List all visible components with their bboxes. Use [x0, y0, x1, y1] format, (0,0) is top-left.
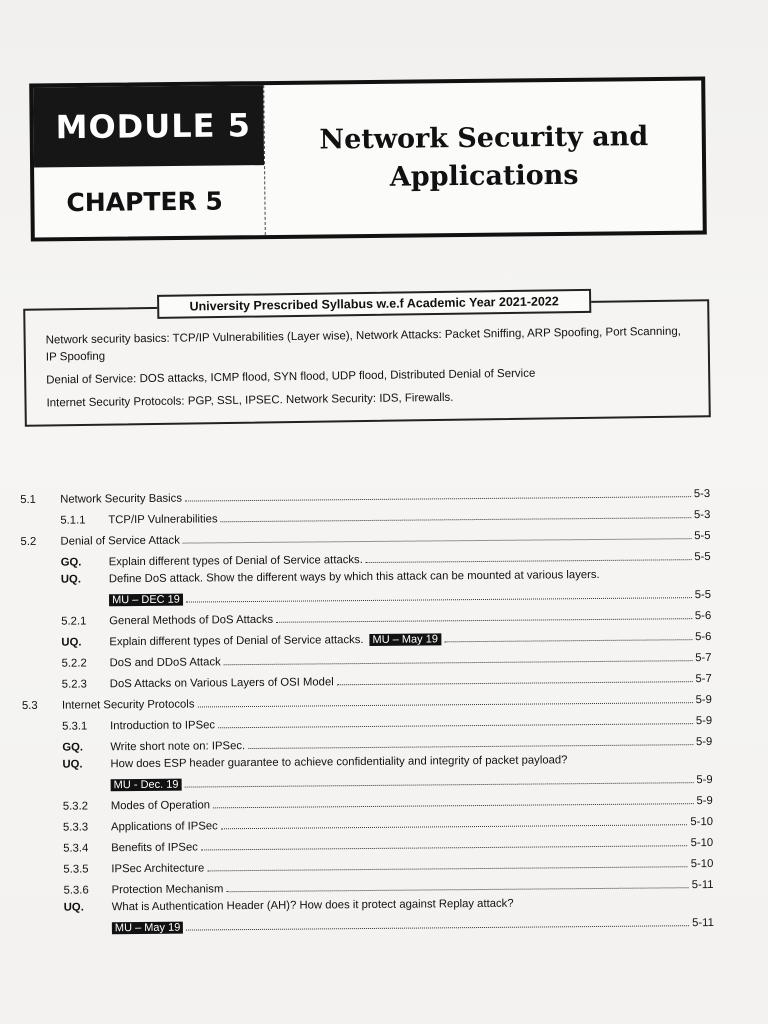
syllabus-paragraph: Denial of Service: DOS attacks, ICMP flood, SYN flood, UDP flood, Distributed Denial of Service [46, 367, 536, 387]
toc-entry-text: General Methods of DoS Attacks [109, 613, 274, 628]
syllabus-paragraph: Internet Security Protocols: PGP, SSL, IPSEC. Network Security: IDS, Firewalls. [46, 391, 454, 410]
dot-leader [207, 865, 687, 871]
toc-page-number: 5-10 [690, 857, 714, 871]
dot-leader [218, 722, 693, 728]
toc-entry-text: Modes of Operation [110, 799, 211, 813]
table-of-contents [20, 481, 714, 937]
toc-number: 5.2.3 [61, 678, 87, 691]
toc-number: 5.3.6 [63, 884, 89, 897]
toc-page-number: 5-7 [695, 672, 712, 686]
toc-entry-text: IPSec Architecture [111, 862, 205, 876]
toc-page-number: 5-11 [692, 916, 714, 930]
syllabus-box [23, 294, 711, 427]
toc-question-label: GQ. [60, 556, 82, 569]
toc-page-number: 5-9 [695, 714, 713, 728]
dot-leader [226, 886, 688, 892]
toc-page-number: 5-9 [695, 735, 713, 749]
dot-leader [444, 638, 692, 642]
toc-page-number: 5-3 [693, 508, 711, 522]
dot-leader [197, 701, 692, 707]
toc-number: 5.1.1 [60, 514, 86, 527]
toc-entry-text: Internet Security Protocols [61, 698, 195, 712]
exam-tag-badge: MU – May 19 [369, 633, 441, 646]
dot-leader [201, 844, 688, 850]
toc-entry-text: Network Security Basics [60, 492, 183, 506]
toc-entry-text: Explain different types of Denial of Service attacks. [109, 634, 364, 649]
toc-entry-text: What is Authentication Header (AH)? How does it protect against Replay attack? [111, 897, 514, 914]
toc-question-label: GQ. [62, 741, 84, 754]
dot-leader [221, 823, 688, 829]
chapter-title [265, 81, 703, 236]
toc-number: 5.3.5 [63, 863, 89, 876]
toc-question-label: UQ. [63, 901, 84, 914]
toc-page-number: 5-5 [694, 588, 712, 602]
dot-leader [186, 924, 689, 930]
toc-question-label: UQ. [62, 758, 83, 771]
toc-page-number: 5-3 [693, 487, 711, 501]
toc-entry-text: DoS and DDoS Attack [109, 656, 221, 670]
toc-page-number: 5-6 [695, 630, 712, 644]
toc-number: 5.1 [20, 493, 36, 507]
toc-page-number: 5-10 [690, 836, 714, 850]
toc-number: 5.2 [20, 535, 37, 549]
toc-entry-text: Write short note on: IPSec. [110, 740, 246, 754]
dot-leader [186, 596, 692, 602]
toc-question-label: UQ. [60, 573, 82, 586]
dot-leader [248, 743, 693, 749]
toc-entry-text: Benefits of IPSec [111, 841, 198, 855]
toc-number: 5.2.2 [61, 657, 87, 670]
toc-number: 5.3.2 [62, 800, 89, 813]
toc-entry [112, 917, 714, 934]
toc-number: 5.2.1 [61, 615, 87, 628]
toc-page-number: 5-10 [690, 815, 714, 829]
module-label: MODULE 5 [33, 85, 264, 167]
toc-page-number: 5-11 [691, 878, 714, 892]
dot-leader [185, 495, 691, 501]
exam-tag-badge: MU - Dec. 19 [111, 779, 182, 792]
toc-question-label: UQ. [61, 636, 82, 649]
toc-page-number: 5-9 [696, 773, 713, 787]
toc-page-number: 5-6 [694, 609, 712, 623]
chapter-title-line2: Applications [389, 159, 579, 193]
dot-leader [337, 680, 693, 685]
dot-leader [184, 781, 693, 787]
dot-leader [224, 659, 693, 665]
toc-entry-text: Denial of Service Attack [60, 534, 180, 548]
dot-leader [221, 516, 691, 522]
toc-entry-text: Explain different types of Denial of Service attacks. [108, 554, 363, 569]
toc-entry-text: Define DoS attack. Show the different ways by which this attack can be mounted at various layers. [108, 568, 600, 586]
syllabus-heading: University Prescribed Syllabus w.e.f Academic Year 2021-2022 [157, 289, 591, 319]
dot-leader [276, 617, 692, 623]
toc-entry-text: TCP/IP Vulnerabilities [108, 513, 218, 527]
toc-number: 5.3.4 [63, 842, 89, 855]
toc-entry-text: DoS Attacks on Various Layers of OSI Model [109, 676, 334, 691]
dot-leader [366, 558, 692, 563]
toc-entry-text: Protection Mechanism [111, 883, 224, 897]
dot-leader [213, 802, 693, 808]
chapter-title-line1: Network Security and [319, 121, 649, 156]
toc-number: 5.3 [21, 699, 38, 713]
syllabus-paragraph: Network security basics: TCP/IP Vulnerabilities (Layer wise), Network Attacks: Packet Sniffing, ARP Spoofing, Port Scanning, IP Spoofing [45, 325, 682, 364]
toc-page-number: 5-5 [694, 529, 711, 543]
dot-leader [183, 537, 691, 543]
toc-page-number: 5-7 [695, 651, 712, 665]
toc-page-number: 5-9 [696, 794, 713, 808]
toc-number: 5.3.1 [62, 720, 88, 733]
toc-page-number: 5-5 [694, 550, 711, 564]
chapter-label: CHAPTER 5 [66, 186, 224, 217]
chapter-header [29, 76, 707, 241]
exam-tag-badge: MU – May 19 [112, 922, 184, 935]
toc-entry-text: Introduction to IPSec [110, 719, 216, 733]
exam-tag-badge: MU – DEC 19 [109, 594, 183, 607]
toc-page-number: 5-9 [695, 693, 712, 707]
toc-number: 5.3.3 [62, 821, 89, 834]
toc-entry-text: Applications of IPSec [110, 820, 218, 834]
toc-entry-text: How does ESP header guarantee to achieve confidentiality and integrity of packet payload? [110, 754, 568, 771]
